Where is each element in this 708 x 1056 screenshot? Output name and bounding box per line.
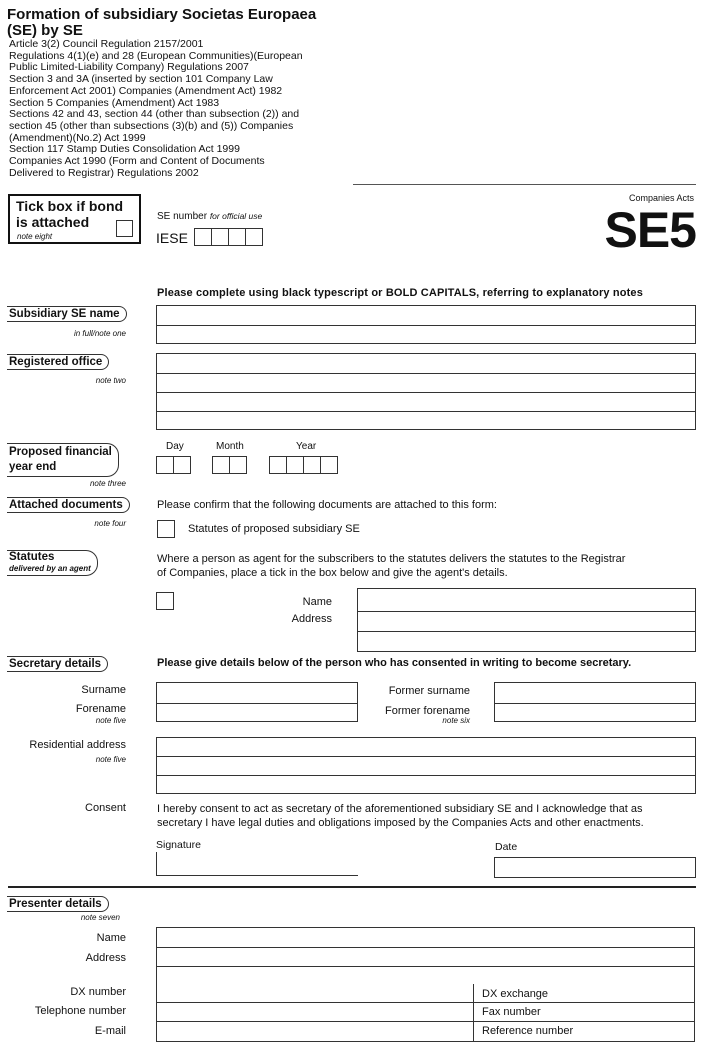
bond-checkbox[interactable] (116, 220, 133, 237)
presenter-name-label: Name (96, 932, 126, 944)
month-cell[interactable] (212, 456, 230, 474)
fax-label: Fax number (482, 1006, 541, 1018)
legal-reference-line: Enforcement Act 2001) Companies (Amendment Act) 1982 (9, 84, 283, 97)
surname-input[interactable] (157, 683, 357, 703)
header-divider (353, 184, 696, 185)
section-divider (8, 886, 696, 888)
se-number-cell[interactable] (194, 228, 212, 246)
registered-office-line[interactable] (157, 392, 695, 411)
statutes-checkbox[interactable] (157, 520, 175, 538)
agent-details-field[interactable] (357, 588, 696, 652)
consent-label: Consent (85, 802, 126, 814)
agent-address-line[interactable] (358, 611, 695, 631)
bond-label: Tick box if bond is attached (16, 198, 124, 230)
year-cell[interactable] (303, 456, 321, 474)
day-cell[interactable] (173, 456, 191, 474)
dx-exchange-label: DX exchange (482, 988, 549, 1000)
reference-input[interactable] (474, 1022, 695, 1040)
email-label: E-mail (94, 1025, 126, 1037)
tab-secretary-details: Secretary details (7, 656, 108, 672)
tab-presenter-details: Presenter details (7, 896, 109, 912)
tab-registered-office: Registered office (7, 354, 109, 370)
legal-reference-line: Section 5 Companies (Amendment) Act 1983 (9, 96, 220, 109)
se-number-cells[interactable] (194, 228, 262, 246)
agent-instructions: Where a person as agent for the subscribers to the statutes delivers the statutes to the Registrar of Companies, place a tick in the box below and give the agent's details. (157, 553, 626, 579)
residential-address-line[interactable] (157, 775, 695, 793)
agent-address-line[interactable] (358, 631, 695, 651)
legal-reference-line: Section 3 and 3A (inserted by section 101 Company Law (9, 73, 273, 86)
legal-reference-line: Section 117 Stamp Duties Consolidation Act 1999 (9, 143, 240, 156)
presenter-address-label: Address (85, 952, 126, 964)
year-label: Year (296, 441, 317, 452)
former-forename-note: note six (442, 716, 470, 725)
date-label: Date (495, 841, 518, 853)
tab-statutes-delivered-by-agent: Statutes delivered by an agent (7, 550, 98, 576)
agent-name-label: Name (302, 596, 332, 608)
tab-subsidiary-se-name: Subsidiary SE name (7, 306, 127, 322)
former-names-field[interactable] (494, 682, 696, 722)
legal-reference-line: Article 3(2) Council Regulation 2157/2001 (9, 38, 204, 50)
month-label: Month (216, 441, 244, 452)
year-cell[interactable] (320, 456, 338, 474)
legal-reference-line: Regulations 4(1)(e) and 28 (European Communities)(European (9, 49, 303, 62)
residential-address-field[interactable] (156, 737, 696, 794)
agent-address-label: Address (291, 613, 332, 625)
agent-checkbox[interactable] (156, 592, 174, 610)
se-number-cell[interactable] (245, 228, 263, 246)
year-cell[interactable] (269, 456, 287, 474)
legal-reference-line: section 45 (other than subsections (3)(b) and (5)) Companies (9, 119, 294, 132)
legal-reference-line: Sections 42 and 43, section 44 (other than subsection (2)) and (9, 108, 300, 121)
legal-reference-line: Public Limited-Liability Company) Regulations 2007 (9, 61, 249, 74)
registered-office-line[interactable] (157, 411, 695, 429)
former-surname-input[interactable] (495, 683, 695, 703)
instructions: Please complete using black typescript or BOLD CAPITALS, referring to explanatory notes (157, 287, 643, 299)
tab-proposed-financial-year-end: Proposed financial year end (7, 443, 119, 477)
secretary-intro: Please give details below of the person who has consented in writing to become secretary. (157, 657, 632, 669)
former-surname-label: Former surname (388, 685, 470, 697)
registered-office-note: note two (95, 376, 126, 385)
residential-address-line[interactable] (157, 756, 695, 775)
legal-reference-line: Delivered to Registrar) Regulations 2002 (9, 166, 199, 179)
subsidiary-name-note: in full/note one (73, 329, 126, 338)
presenter-note: note seven (80, 913, 120, 922)
presenter-left-cells (157, 984, 473, 1041)
se-number-label: SE number for official use (157, 211, 263, 222)
subsidiary-name-line[interactable] (157, 306, 695, 325)
registered-office-field[interactable] (156, 353, 696, 430)
fax-input[interactable] (474, 1003, 695, 1022)
day-cell[interactable] (156, 456, 174, 474)
form-code: SE5 (604, 202, 696, 258)
year-cells[interactable] (269, 456, 337, 474)
registered-office-line[interactable] (157, 373, 695, 392)
residential-address-label: Residential address (29, 739, 126, 751)
se-number-prefix: IESE (156, 230, 188, 246)
companies-acts-label: Companies Acts (628, 193, 694, 203)
signature-field[interactable] (156, 852, 358, 876)
consent-text: I hereby consent to act as secretary of the aforementioned subsidiary SE and I acknowledge that as secretary I have legal duties and obligations imposed by the Companies Acts and other enactments. (157, 803, 644, 829)
forename-note: note five (95, 716, 126, 725)
dx-number-label: DX number (70, 986, 126, 998)
day-cells[interactable] (156, 456, 190, 474)
financial-year-note: note three (89, 479, 126, 488)
former-forename-input[interactable] (495, 703, 695, 721)
telephone-label: Telephone number (34, 1005, 126, 1017)
presenter-right-cells (474, 984, 695, 1041)
year-cell[interactable] (286, 456, 304, 474)
day-label: Day (166, 441, 184, 452)
signature-label: Signature (156, 839, 201, 851)
attached-documents-confirm: Please confirm that the following documents are attached to this form: (157, 499, 497, 511)
surname-forename-field[interactable] (156, 682, 358, 722)
statutes-label: Statutes of proposed subsidiary SE (188, 523, 360, 535)
attached-documents-note: note four (94, 519, 126, 528)
bond-panel (8, 194, 141, 244)
subsidiary-name-line[interactable] (157, 325, 695, 344)
date-field[interactable] (494, 857, 696, 878)
tab-attached-documents: Attached documents (7, 497, 130, 513)
residential-address-note: note five (95, 755, 126, 764)
month-cells[interactable] (212, 456, 246, 474)
presenter-address-line[interactable] (157, 947, 694, 966)
legal-reference-line: (Amendment)(No.2) Act 1999 (9, 131, 146, 144)
legal-references (9, 39, 329, 179)
residential-address-line[interactable] (157, 738, 695, 756)
legal-reference-line: Companies Act 1990 (Form and Content of Documents (9, 155, 265, 168)
telephone-input[interactable] (157, 1003, 473, 1022)
registered-office-line[interactable] (157, 354, 695, 373)
forename-label: Forename (75, 703, 126, 715)
se-number-cell[interactable] (228, 228, 246, 246)
email-input[interactable] (157, 1022, 473, 1040)
forename-input[interactable] (157, 703, 357, 721)
agent-name-line[interactable] (358, 589, 695, 611)
bond-note: note eight (17, 232, 53, 241)
dx-exchange-input[interactable] (474, 984, 695, 1003)
reference-label: Reference number (482, 1025, 574, 1037)
se-number-cell[interactable] (211, 228, 229, 246)
surname-label: Surname (81, 684, 126, 696)
subsidiary-name-field[interactable] (156, 305, 696, 344)
former-forename-label: Former forename (385, 705, 470, 717)
presenter-name-line[interactable] (157, 928, 694, 947)
presenter-address-line[interactable] (157, 966, 694, 985)
dx-number-input[interactable] (157, 984, 473, 1003)
form-title: Formation of subsidiary Societas Europaea (SE) by SE (7, 6, 317, 39)
month-cell[interactable] (229, 456, 247, 474)
